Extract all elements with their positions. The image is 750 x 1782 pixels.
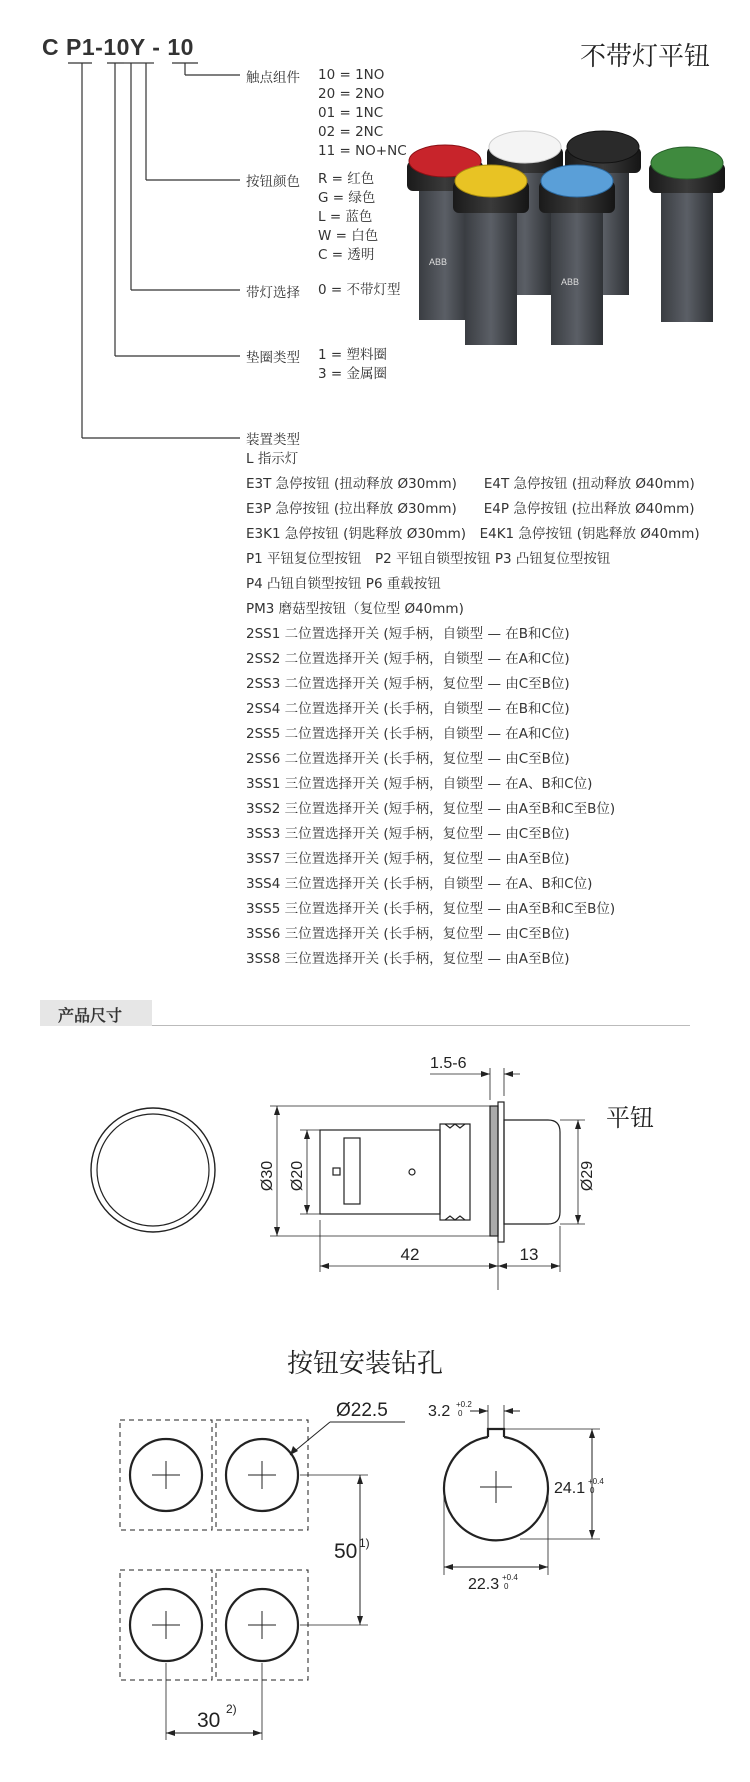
dim-d30: Ø30 [259,1160,276,1192]
dim-24-1-tol-top: +0.4 [588,1477,604,1486]
dim-24-1: 24.1 [554,1480,586,1497]
device-line: PM3 磨菇型按钮（复位型 Ø40mm) [246,601,464,617]
gasket-value: 1 = 塑料圈 [318,347,387,363]
front-view-outer [91,1108,215,1232]
contact-values [318,66,407,161]
color-values [318,170,378,265]
contact-value: 20 = 2NO [318,86,385,102]
device-line: 2SS1 二位置选择开关 (短手柄，自锁型 — 在B和C位) [246,626,570,642]
side-thread [440,1124,470,1220]
code-contact: 10 [167,34,194,60]
code-dash: - [95,34,104,60]
contact-value: 01 = 1NC [318,105,384,121]
dim-22-3-tol-bot: 0 [504,1582,509,1591]
color-value: G = 绿色 [318,190,376,206]
dim-pitch-v: 50 [334,1540,358,1563]
dim-d29: Ø29 [579,1160,596,1192]
device-line: 3SS1 三位置选择开关 (短手柄，自锁型 — 在A、B和C位) [246,776,593,792]
device-line: 2SS2 二位置选择开关 (短手柄，自锁型 — 在A和C位) [246,651,570,667]
dimension-drawing [0,1040,750,1300]
dim-24-1-tol-bot: 0 [590,1486,595,1495]
device-line: 3SS2 三位置选择开关 (短手柄，复位型 — 由A至B和C至B位) [246,801,616,817]
device-line: 3SS8 三位置选择开关 (长手柄，复位型 — 由A至B位) [246,951,570,967]
side-body [320,1130,440,1214]
dim-pitch-v-note: 1) [359,1536,370,1550]
device-line: E3K1 急停按钮 (钥匙释放 Ø30mm) E4K1 急停按钮 (钥匙释放 Ø40mm) [246,526,700,542]
contact-label: 触点组件 [246,70,300,86]
label-flat-button: 平钮 [606,1105,654,1132]
device-line: E3P 急停按钮 (拉出释放 Ø30mm) E4P 急停按钮 (拉出释放 Ø40mm) [246,501,695,517]
abb-logo: ABB [429,257,448,267]
device-line: 3SS5 三位置选择开关 (长手柄，复位型 — 由A至B和C至B位) [246,901,616,917]
side-gasket [498,1102,504,1242]
section-dimensions-header [40,1000,690,1026]
contact-value: 02 = 2NC [318,124,384,140]
device-line: P1 平钮复位型按钮 P2 平钮自锁型按钮 P3 凸钮复位型按钮 [246,551,611,567]
gasket-label: 垫圈类型 [246,350,300,366]
color-value: R = 红色 [318,171,375,187]
dim-42: 42 [400,1245,420,1264]
color-value: W = 白色 [318,228,379,244]
gasket-values [318,346,387,384]
dim-panel: 1.5-6 [430,1055,467,1072]
abb-logo: ABB [561,277,580,287]
product-photo [405,125,745,350]
device-line: 2SS5 二位置选择开关 (长手柄，自锁型 — 在A和C位) [246,726,570,742]
device-line: 2SS4 二位置选择开关 (长手柄，自锁型 — 在B和C位) [246,701,570,717]
side-cap [504,1120,560,1224]
dim-hole-dia: Ø22.5 [336,1400,388,1421]
device-line: P4 凸钮自锁型按钮 P6 重载按钮 [246,576,441,592]
device-line: 3SS3 三位置选择开关 (短手柄，复位型 — 由C至B位) [246,826,570,842]
section-rule [152,1025,690,1026]
contact-value: 10 = 1NO [318,67,385,83]
section-title: 产品尺寸 [58,1006,123,1025]
dim-d20: Ø20 [289,1160,306,1192]
gasket-value: 3 = 金属圈 [318,366,387,382]
device-line: 3SS6 三位置选择开关 (长手柄，复位型 — 由C至B位) [246,926,570,942]
dim-key-tol-top: +0.2 [456,1400,472,1409]
lamp-value: 0 = 不带灯型 [318,282,401,298]
device-line: 3SS4 三位置选择开关 (长手柄，自锁型 — 在A、B和C位) [246,876,593,892]
side-panel [490,1106,498,1236]
dim-pitch-h-note: 2) [226,1702,237,1716]
dim-22-3: 22.3 [468,1576,500,1593]
color-value: C = 透明 [318,247,375,263]
device-line: 2SS3 二位置选择开关 (短手柄，复位型 — 由C至B位) [246,676,570,692]
device-line: E3T 急停按钮 (扭动释放 Ø30mm) E4T 急停按钮 (扭动释放 Ø40mm) [246,476,695,492]
dim-key-width: 3.2 [428,1403,451,1420]
dim-key-tol-bot: 0 [458,1409,463,1418]
code-device: P1 [66,34,96,60]
device-line: 2SS6 二位置选择开关 (长手柄，复位型 — 由C至B位) [246,751,570,767]
device-line: 3SS7 三位置选择开关 (短手柄，复位型 — 由A至B位) [246,851,570,867]
color-label: 按钮颜色 [246,174,300,190]
lamp-label: 带灯选择 [246,285,300,301]
code-series: C [42,34,60,60]
dim-pitch-h: 30 [197,1709,221,1732]
dim-22-3-tol-top: +0.4 [502,1573,518,1582]
drilling-title: 按钮安装钻孔 [287,1349,444,1379]
code-gasket-lamp: 10 [103,34,130,60]
device-line: L 指示灯 [246,451,299,467]
contact-value: 11 = NO+NC [318,143,407,159]
code-dash2: - [145,34,168,60]
drilling-drawing [0,1395,750,1782]
dim-13: 13 [519,1245,539,1264]
device-label: 装置类型 [246,432,300,448]
code-color: Y [129,34,146,60]
button-green [649,147,725,322]
front-view-inner [97,1114,209,1226]
page-title: 不带灯平钮 [580,42,711,72]
color-value: L = 蓝色 [318,209,373,225]
